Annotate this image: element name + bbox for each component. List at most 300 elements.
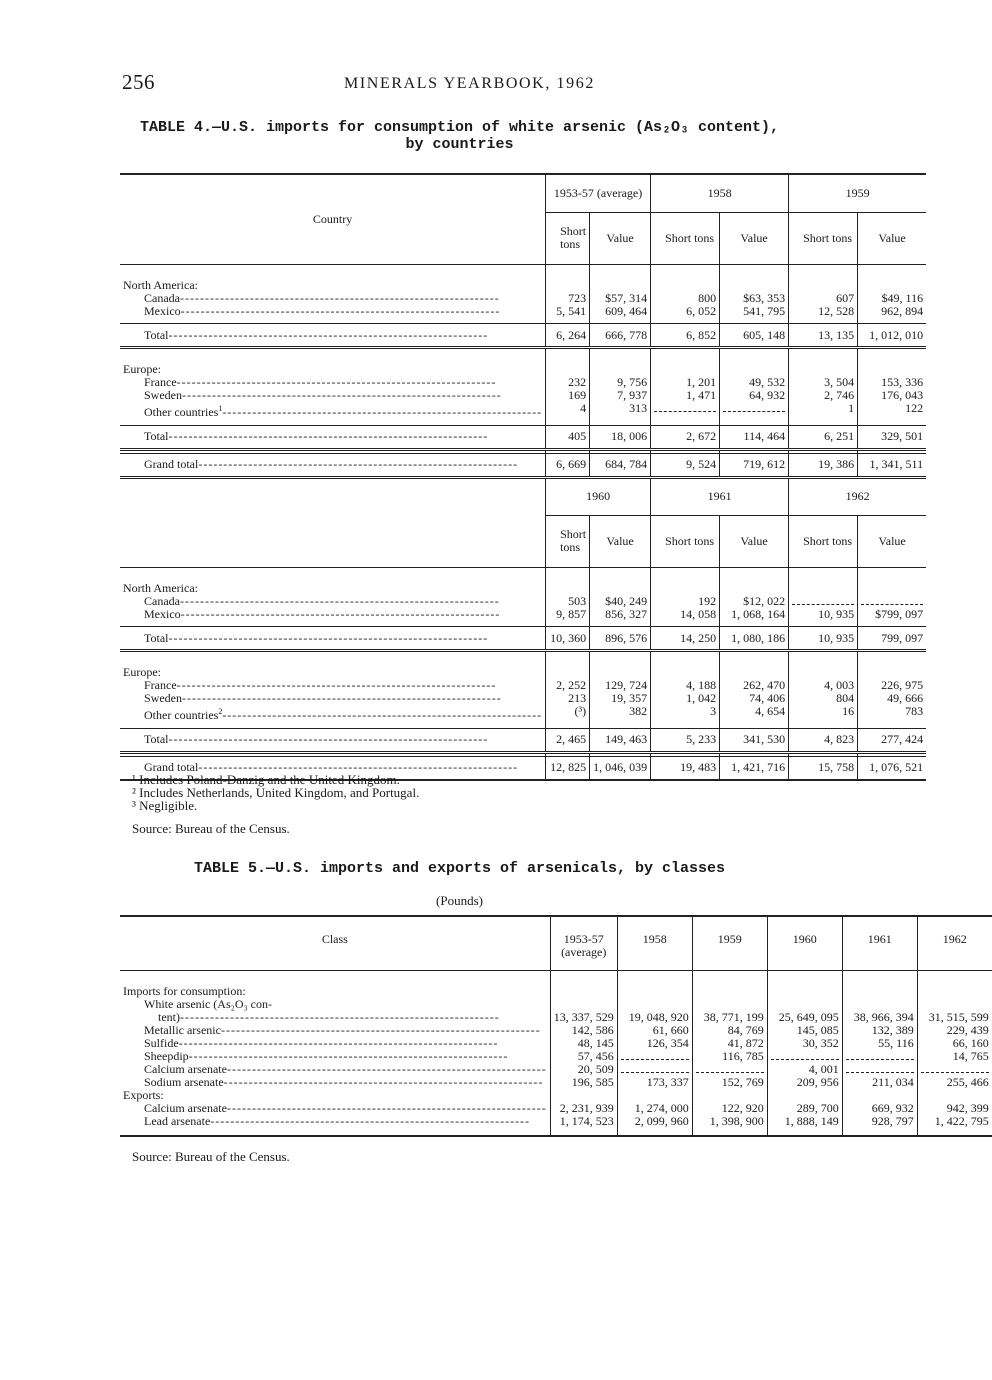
data-cell: 192 (651, 595, 720, 608)
row-label-value: France (144, 678, 177, 692)
total-cell: 1, 080, 186 (720, 627, 789, 651)
grand-total-cell: 1, 421, 716 (720, 756, 789, 780)
data-cell: $63, 353 (720, 292, 789, 305)
row-label-value: Total (144, 327, 169, 342)
data-cell: 38, 771, 199 (692, 1011, 767, 1024)
total-cell: 14, 250 (651, 627, 720, 651)
total-cell: 10, 935 (789, 627, 858, 651)
value-header: Value (858, 212, 927, 264)
data-cell: 541, 795 (720, 305, 789, 318)
value-header: Value (720, 212, 789, 264)
data-cell: 607 (789, 292, 858, 305)
year-header: 1958 (617, 916, 692, 970)
total-cell: 114, 464 (720, 425, 789, 449)
dash-placeholder (792, 596, 854, 605)
data-cell (842, 1063, 917, 1076)
row-label (120, 425, 546, 449)
row-label-text (144, 1115, 547, 1128)
blank-cell (120, 477, 546, 567)
year-header: 1958 (651, 174, 789, 212)
blank-cell (692, 970, 767, 998)
running-title: MINERALS YEARBOOK, 1962 (344, 75, 595, 92)
data-cell: 153, 336 (858, 376, 927, 389)
row-label-value: Total (144, 429, 169, 443)
row-label-text (144, 389, 542, 402)
footnote-3: ³ Negligible. (132, 798, 198, 813)
total-cell: 13, 135 (789, 324, 858, 348)
short-tons-header: Short tons (546, 515, 590, 567)
data-cell: 2, 231, 939 (550, 1102, 617, 1115)
total-cell: 2, 672 (651, 425, 720, 449)
blank-cell (651, 567, 720, 595)
data-cell: 19, 048, 920 (617, 1011, 692, 1024)
footnote-2: ² Includes Netherlands, United Kingdom, and Portugal. (132, 785, 420, 800)
data-cell: 173, 337 (617, 1076, 692, 1089)
data-cell: 9, 857 (546, 608, 590, 621)
row-label-value: France (144, 375, 177, 389)
blank-cell (546, 651, 590, 680)
blank-cell (720, 567, 789, 595)
blank-cell (550, 998, 617, 1011)
data-cell: 2, 099, 960 (617, 1115, 692, 1128)
row-label (120, 1076, 550, 1089)
blank-cell (917, 970, 992, 998)
grand-total-cell: 719, 612 (720, 453, 789, 477)
short-tons-header: Short tons (651, 515, 720, 567)
blank-cell (767, 970, 842, 998)
data-cell: 1, 042 (651, 692, 720, 705)
data-cell: 2, 252 (546, 679, 590, 692)
data-cell: $40, 249 (590, 595, 651, 608)
data-cell: 4, 001 (767, 1063, 842, 1076)
data-cell: 64, 932 (720, 389, 789, 402)
data-cell: 226, 975 (858, 679, 927, 692)
data-cell: 196, 585 (550, 1076, 617, 1089)
row-label-value: Sheepdip (144, 1048, 189, 1063)
data-cell: 122 (858, 402, 927, 419)
grand-total-cell: 684, 784 (590, 453, 651, 477)
blank-cell (692, 1089, 767, 1102)
row-label-value: Mexico (144, 303, 181, 318)
dash-placeholder (846, 1051, 914, 1060)
data-cell (767, 1050, 842, 1063)
blank-cell (590, 348, 651, 377)
row-label-text (144, 608, 542, 621)
data-cell: 169 (546, 389, 590, 402)
data-cell (617, 1063, 692, 1076)
data-cell: 12, 528 (789, 305, 858, 318)
data-cell: 48, 145 (550, 1037, 617, 1050)
row-label-value: Canada (144, 290, 180, 305)
group-label: Exports: (123, 1087, 164, 1102)
data-cell: 1, 471 (651, 389, 720, 402)
row-label (120, 324, 546, 348)
row-label-value: Total (144, 732, 169, 746)
spacer-cell (550, 1128, 617, 1136)
data-cell (651, 402, 720, 419)
table4-title-line2: by countries (405, 136, 514, 153)
data-cell: 14, 765 (917, 1050, 992, 1063)
data-cell: 503 (546, 595, 590, 608)
data-cell: 19, 357 (590, 692, 651, 705)
total-cell: 1, 012, 010 (858, 324, 927, 348)
total-cell: 341, 530 (720, 728, 789, 752)
total-cell: 277, 424 (858, 728, 927, 752)
data-cell: 16 (789, 705, 858, 722)
total-cell: 5, 233 (651, 728, 720, 752)
year-header: 1961 (651, 477, 789, 515)
data-cell: 1, 274, 000 (617, 1102, 692, 1115)
data-cell: 122, 920 (692, 1102, 767, 1115)
blank-cell (590, 567, 651, 595)
grand-total-cell: 15, 758 (789, 756, 858, 780)
dash-placeholder (696, 1064, 764, 1073)
data-cell: 20, 509 (550, 1063, 617, 1076)
data-cell: 4 (546, 402, 590, 419)
row-label-text (144, 402, 542, 419)
row-label-text (144, 430, 542, 443)
spacer-cell (617, 1128, 692, 1136)
data-cell: 1, 068, 164 (720, 608, 789, 621)
spacer-cell (767, 1128, 842, 1136)
dash-placeholder (654, 403, 716, 412)
year-header: 1960 (546, 477, 651, 515)
data-cell: 25, 649, 095 (767, 1011, 842, 1024)
blank-cell (546, 348, 590, 377)
data-cell: 942, 399 (917, 1102, 992, 1115)
data-cell: 1, 201 (651, 376, 720, 389)
blank-cell (789, 348, 858, 377)
blank-cell (590, 264, 651, 292)
total-cell: 896, 576 (590, 627, 651, 651)
year-header: 1962 (917, 916, 992, 970)
short-tons-header: Short tons (651, 212, 720, 264)
blank-cell (617, 1089, 692, 1102)
row-label-text (144, 1076, 547, 1089)
year-header: 1961 (842, 916, 917, 970)
data-cell: 232 (546, 376, 590, 389)
data-cell: 5, 541 (546, 305, 590, 318)
total-cell: 329, 501 (858, 425, 927, 449)
data-cell: 6, 052 (651, 305, 720, 318)
row-label (120, 1024, 550, 1037)
data-cell: 800 (651, 292, 720, 305)
table5-source: Source: Bureau of the Census. (132, 1149, 290, 1164)
blank-cell (917, 1089, 992, 1102)
year-header: 1953-57 (average) (550, 916, 617, 970)
row-label-value: tent) (158, 1009, 180, 1024)
blank-cell (858, 651, 927, 680)
row-label-value: Metallic arsenic (144, 1022, 221, 1037)
blank-cell (692, 998, 767, 1011)
data-cell: 55, 116 (842, 1037, 917, 1050)
data-cell (720, 402, 789, 419)
blank-cell (550, 970, 617, 998)
row-label (120, 292, 546, 305)
grand-total-cell: 1, 046, 039 (590, 756, 651, 780)
grand-total-cell: 19, 483 (651, 756, 720, 780)
data-cell: 2, 746 (789, 389, 858, 402)
value-header: Value (590, 515, 651, 567)
blank-cell (546, 567, 590, 595)
blank-cell (842, 1089, 917, 1102)
page-number: 256 (122, 70, 155, 94)
blank-cell (767, 1089, 842, 1102)
short-tons-header: Short tons (789, 515, 858, 567)
year-header: 1960 (767, 916, 842, 970)
data-cell: $57, 314 (590, 292, 651, 305)
blank-cell (720, 348, 789, 377)
data-cell: 30, 352 (767, 1037, 842, 1050)
year-header: 1953-57 (average) (546, 174, 651, 212)
row-label-text (144, 458, 542, 471)
total-cell: 4, 823 (789, 728, 858, 752)
data-cell (789, 595, 858, 608)
data-cell: 61, 660 (617, 1024, 692, 1037)
blank-cell (858, 264, 927, 292)
dash-placeholder (846, 1064, 914, 1073)
dash-placeholder (921, 1064, 989, 1073)
data-cell: 1, 398, 900 (692, 1115, 767, 1128)
row-label-value: Total (144, 630, 169, 645)
dash-placeholder (621, 1064, 689, 1073)
data-cell: 723 (546, 292, 590, 305)
table5-title: TABLE 5.—U.S. imports and exports of arsenicals, by classes (193, 860, 726, 877)
row-label-text (144, 329, 542, 342)
data-cell: 1, 174, 523 (550, 1115, 617, 1128)
row-label (120, 305, 546, 318)
dash-placeholder (621, 1051, 689, 1060)
data-cell: 4, 654 (720, 705, 789, 722)
total-cell: 149, 463 (590, 728, 651, 752)
grand-total-cell: 12, 825 (546, 756, 590, 780)
year-header: 1959 (789, 174, 927, 212)
total-cell: 666, 778 (590, 324, 651, 348)
data-cell: 3 (651, 705, 720, 722)
table4-source: Source: Bureau of the Census. (132, 821, 290, 836)
blank-cell (720, 264, 789, 292)
data-cell: 66, 160 (917, 1037, 992, 1050)
data-cell: 74, 406 (720, 692, 789, 705)
data-cell: 289, 700 (767, 1102, 842, 1115)
data-cell: 7, 937 (590, 389, 651, 402)
blank-cell (767, 998, 842, 1011)
row-label-text (144, 1024, 547, 1037)
country-header: Country (312, 211, 353, 226)
footnote-ref: 2 (218, 707, 223, 716)
total-cell: 405 (546, 425, 590, 449)
blank-cell (720, 651, 789, 680)
class-header: Class (321, 932, 348, 946)
total-cell: 605, 148 (720, 324, 789, 348)
data-cell: 382 (590, 705, 651, 722)
data-cell: 211, 034 (842, 1076, 917, 1089)
blank-cell (858, 348, 927, 377)
short-tons-header: Short tons (546, 212, 590, 264)
total-cell: 6, 264 (546, 324, 590, 348)
blank-cell (546, 264, 590, 292)
data-cell: 10, 935 (789, 608, 858, 621)
row-label-text (144, 692, 542, 705)
row-label-value: Lead arsenate (144, 1113, 211, 1128)
blank-cell (842, 970, 917, 998)
dash-placeholder (861, 596, 923, 605)
table5 (120, 915, 992, 1137)
row-label-value: Calcium arsenate (144, 1100, 227, 1115)
data-cell: 1, 888, 149 (767, 1115, 842, 1128)
row-label (120, 627, 546, 651)
data-cell: 13, 337, 529 (550, 1011, 617, 1024)
row-label-value: Canada (144, 593, 180, 608)
row-label-text (144, 595, 542, 608)
blank-cell (590, 651, 651, 680)
row-label-text (144, 632, 542, 645)
row-label-text (144, 733, 542, 746)
blank-cell (842, 998, 917, 1011)
data-cell: 57, 456 (550, 1050, 617, 1063)
data-cell: 804 (789, 692, 858, 705)
row-label-text (144, 1037, 547, 1050)
data-cell: 229, 439 (917, 1024, 992, 1037)
row-label-value: Sweden (144, 388, 182, 402)
group-label: Europe: (123, 362, 161, 376)
grand-total-cell: 1, 341, 511 (858, 453, 927, 477)
row-label (120, 389, 546, 402)
data-cell: 152, 769 (692, 1076, 767, 1089)
data-cell: 132, 389 (842, 1024, 917, 1037)
data-cell: 962, 894 (858, 305, 927, 318)
row-label-value: Mexico (144, 606, 181, 621)
value-header: Value (858, 515, 927, 567)
row-label-value: Grand total (144, 760, 199, 775)
group-label: North America: (123, 277, 198, 292)
data-cell: 313 (590, 402, 651, 419)
total-cell: 6, 251 (789, 425, 858, 449)
value-header: Value (720, 515, 789, 567)
blank-cell (917, 998, 992, 1011)
row-label (120, 402, 546, 419)
data-cell: 262, 470 (720, 679, 789, 692)
total-cell: 2, 465 (546, 728, 590, 752)
total-cell: 10, 360 (546, 627, 590, 651)
data-cell: 41, 872 (692, 1037, 767, 1050)
data-cell: 9, 756 (590, 376, 651, 389)
data-cell: 38, 966, 394 (842, 1011, 917, 1024)
row-label-value: Other countries (144, 708, 219, 722)
blank-cell (651, 348, 720, 377)
grand-total-cell: 19, 386 (789, 453, 858, 477)
data-cell (692, 1063, 767, 1076)
footnote-1: ¹ Includes Poland-Danzig and the United Kingdom. (132, 772, 400, 787)
row-label-value: Other countries (144, 405, 219, 419)
blank-cell (789, 651, 858, 680)
group-label: North America: (123, 580, 198, 595)
data-cell: 1 (789, 402, 858, 419)
row-label-value: Grand total (144, 457, 199, 471)
data-cell: $49, 116 (858, 292, 927, 305)
table4-title-line1: TABLE 4.—U.S. imports for consumption of white arsenic (As₂O₃ content), (139, 119, 780, 136)
data-cell: 669, 932 (842, 1102, 917, 1115)
blank-cell (550, 1089, 617, 1102)
dash-placeholder (723, 403, 785, 412)
data-cell: 49, 532 (720, 376, 789, 389)
data-cell: 783 (858, 705, 927, 722)
total-cell: 799, 097 (858, 627, 927, 651)
blank-cell (651, 264, 720, 292)
data-cell: 126, 354 (617, 1037, 692, 1050)
row-label (120, 705, 546, 722)
data-cell: 84, 769 (692, 1024, 767, 1037)
row-label-value: Sodium arsenate (144, 1074, 224, 1089)
data-cell (842, 1050, 917, 1063)
data-cell: (³) (546, 705, 590, 722)
group-label: Imports for consumption: (123, 983, 246, 998)
data-cell: 856, 327 (590, 608, 651, 621)
row-label-value: Calcium arsenate (144, 1061, 227, 1076)
blank-cell (617, 970, 692, 998)
data-cell: 142, 586 (550, 1024, 617, 1037)
spacer-cell (120, 1128, 550, 1136)
data-cell: 1, 422, 795 (917, 1115, 992, 1128)
year-header: 1962 (789, 477, 927, 515)
data-cell: 49, 666 (858, 692, 927, 705)
group-label: White arsenic (As₂O₃ con- (144, 996, 272, 1011)
blank-cell (651, 651, 720, 680)
data-cell: 176, 043 (858, 389, 927, 402)
data-cell: $799, 097 (858, 608, 927, 621)
data-cell: 14, 058 (651, 608, 720, 621)
row-label (120, 595, 546, 608)
data-cell: 255, 466 (917, 1076, 992, 1089)
row-label-text (144, 705, 542, 722)
year-header: 1959 (692, 916, 767, 970)
blank-cell (617, 998, 692, 1011)
row-label (120, 608, 546, 621)
data-cell: 213 (546, 692, 590, 705)
total-cell: 18, 006 (590, 425, 651, 449)
data-cell: 116, 785 (692, 1050, 767, 1063)
data-cell: 31, 515, 599 (917, 1011, 992, 1024)
grand-total-cell: 1, 076, 521 (858, 756, 927, 780)
data-cell: 928, 797 (842, 1115, 917, 1128)
footnote-ref: 1 (218, 404, 223, 413)
data-cell: 3, 504 (789, 376, 858, 389)
data-cell: 4, 188 (651, 679, 720, 692)
table5-unit: (Pounds) (436, 893, 483, 908)
data-cell: 609, 464 (590, 305, 651, 318)
data-cell (917, 1063, 992, 1076)
grand-total-cell: 6, 669 (546, 453, 590, 477)
data-cell: 145, 085 (767, 1024, 842, 1037)
data-cell: 209, 956 (767, 1076, 842, 1089)
row-label-value: Sulfide (144, 1035, 179, 1050)
short-tons-header: Short tons (789, 212, 858, 264)
row-label (120, 1115, 550, 1128)
blank-cell (858, 567, 927, 595)
spacer-cell (692, 1128, 767, 1136)
row-label (120, 453, 546, 477)
spacer-cell (842, 1128, 917, 1136)
row-label-value: Sweden (144, 691, 182, 705)
data-cell (617, 1050, 692, 1063)
value-header: Value (590, 212, 651, 264)
row-label-text (144, 292, 542, 305)
blank-cell (789, 264, 858, 292)
data-cell (858, 595, 927, 608)
total-cell: 6, 852 (651, 324, 720, 348)
row-label (120, 692, 546, 705)
row-label (120, 728, 546, 752)
